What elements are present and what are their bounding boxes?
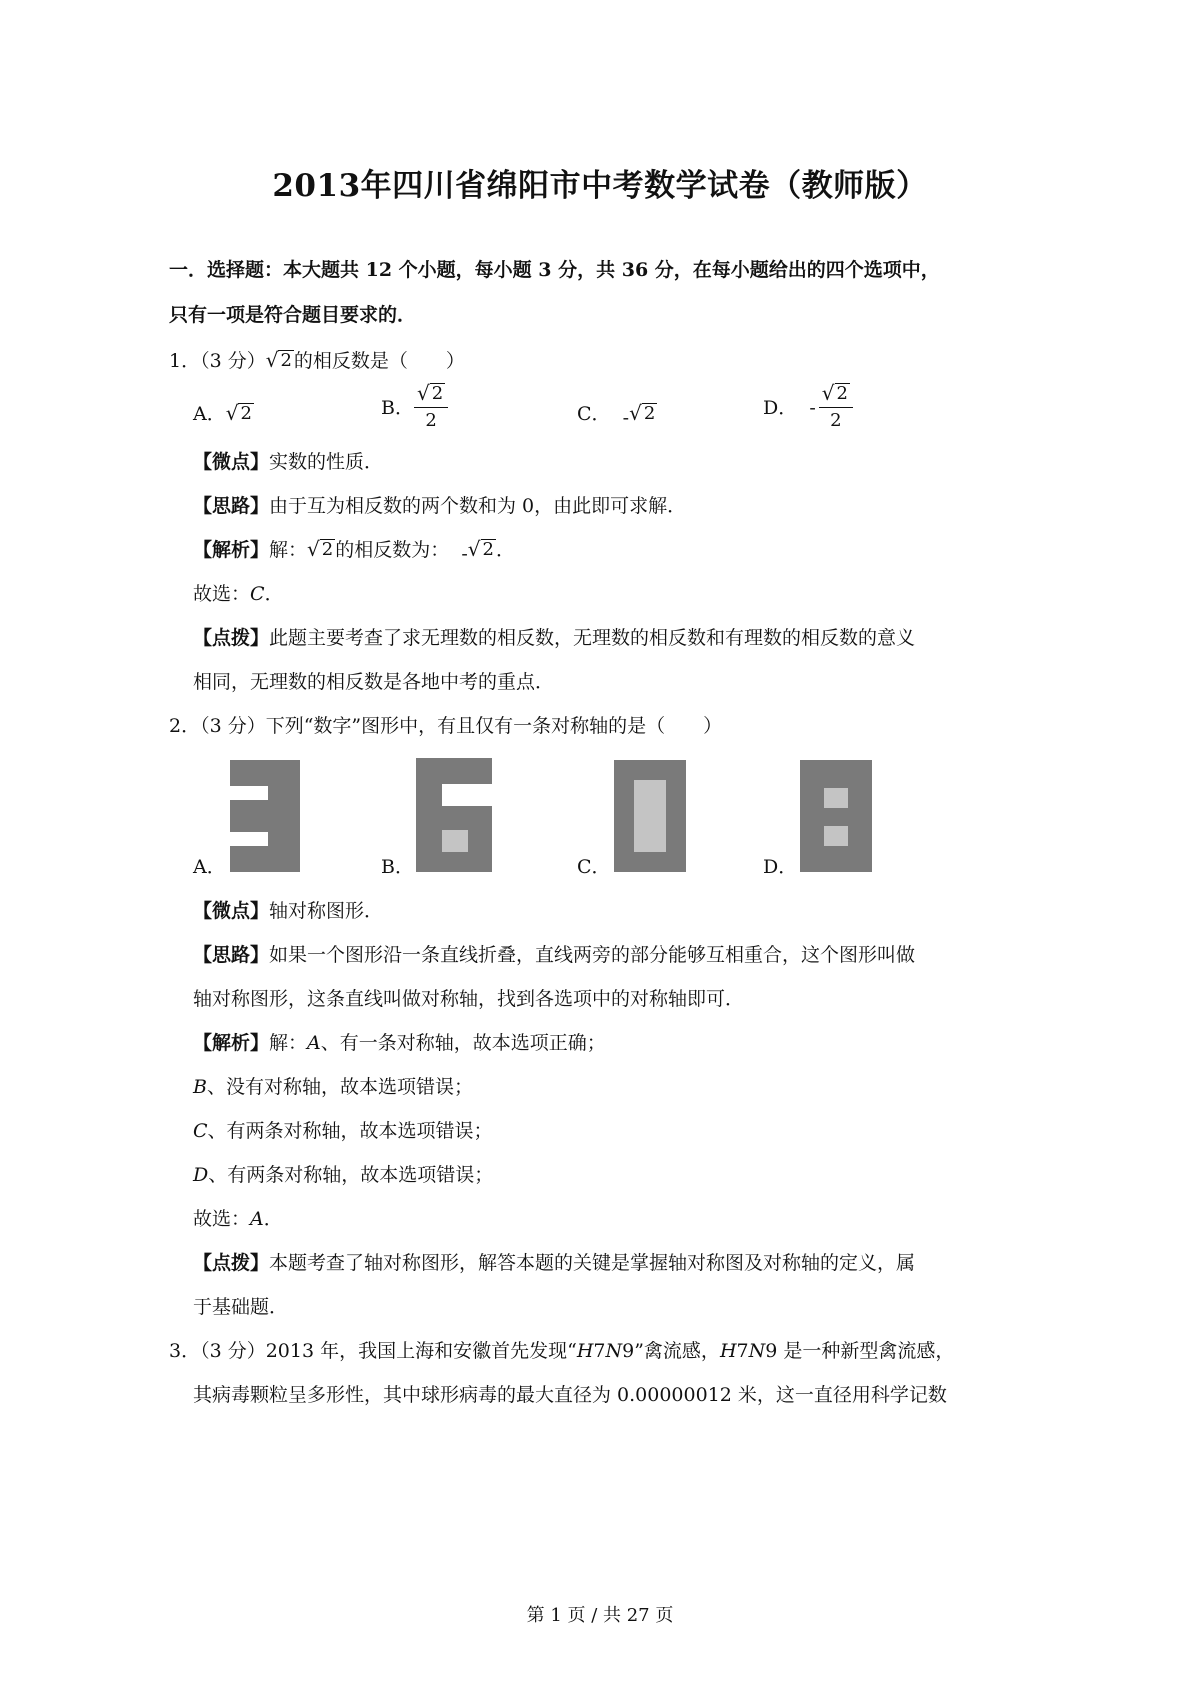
- dianbo-text: 本题考查了轴对称图形，解答本题的关键是掌握轴对称图及对称轴的定义，属: [269, 1252, 916, 1274]
- q2-option-b: B．: [381, 856, 414, 878]
- q3-stem-line2: 其病毒颗粒呈多形性，其中球形病毒的最大直径为 0.00000012 米，这一直径用科学记数: [193, 1384, 947, 1406]
- jiexi-letter-b: B: [193, 1076, 207, 1098]
- sqrt-symbol: √ 2: [416, 381, 444, 405]
- dianbo-text: 此题主要考查了求无理数的相反数，无理数的相反数和有理数的相反数的意义: [269, 627, 916, 649]
- answer-end: ．: [263, 1208, 283, 1230]
- digit-6-hole: [442, 830, 468, 852]
- jiexi-end: ．: [495, 539, 515, 561]
- digit-6-body: [416, 758, 492, 872]
- q1-option-d: [763, 383, 853, 432]
- answer-prefix: 故选：: [193, 583, 251, 605]
- q2-stem: 2．（3 分）下列“数字”图形中，有且仅有一条对称轴的是（ ）: [169, 715, 723, 737]
- jiexi-letter-d: D: [193, 1164, 209, 1186]
- q2-jiexi: [193, 1031, 606, 1055]
- q2-option-d: D．: [763, 856, 798, 878]
- digit-6-notch: [442, 784, 492, 806]
- q1-weidian: [193, 450, 383, 474]
- option-d-label: D．: [763, 396, 798, 419]
- sqrt-symbol: √ 2: [467, 537, 494, 561]
- answer-end: ．: [264, 583, 284, 605]
- q1-jiexi: [193, 537, 515, 565]
- q2-dianbo-line2: 于基础题．: [193, 1296, 289, 1318]
- q3-stem-line1: [169, 1339, 954, 1363]
- digit-3-body: [230, 760, 300, 872]
- minus-sign: -: [622, 407, 630, 429]
- q3-h2: H: [719, 1340, 737, 1362]
- fraction-denominator: 2: [425, 410, 437, 431]
- answer-letter: A: [250, 1208, 264, 1230]
- q2-jiexi-b: [193, 1075, 473, 1099]
- radicand: 2: [836, 383, 848, 404]
- jiexi-d-text: 、有两条对称轴，故本选项错误；: [208, 1164, 494, 1186]
- q3-seven2: 7: [736, 1340, 749, 1362]
- jiexi-c-text: 、有两条对称轴，故本选项错误；: [207, 1120, 493, 1142]
- jiexi-b-text: 、没有对称轴，故本选项错误；: [206, 1076, 473, 1098]
- q1-stem: [169, 349, 465, 373]
- option-c-label: C．: [577, 403, 611, 425]
- radicand: 2: [321, 539, 334, 560]
- sqrt-symbol: √ 2: [225, 401, 252, 425]
- q1-option-c: [577, 401, 657, 429]
- sqrt-symbol: √ 2: [307, 537, 334, 561]
- q1-silu: [193, 494, 686, 518]
- minus-sign: -: [809, 396, 816, 419]
- tag-dianbo: 【点拨】: [193, 627, 270, 649]
- fraction: [819, 383, 853, 432]
- fraction: [414, 383, 448, 432]
- q3-seven: 7: [593, 1340, 606, 1362]
- tag-jiexi: 【解析】: [193, 1032, 270, 1054]
- tag-weidian: 【微点】: [193, 451, 270, 473]
- digit-6-figure: [416, 758, 492, 872]
- q1-option-a: [193, 402, 254, 426]
- digit-0-hole: [634, 780, 666, 852]
- tag-silu: 【思路】: [193, 944, 270, 966]
- answer-prefix: 故选：: [193, 1208, 251, 1230]
- q2-option-a: A．: [193, 856, 226, 878]
- digit-0-figure: [614, 760, 686, 872]
- digit-3-gap-top: [230, 786, 268, 800]
- tag-weidian: 【微点】: [193, 900, 270, 922]
- q1-radicand: 2: [280, 350, 292, 371]
- weidian-text: 轴对称图形．: [269, 900, 384, 922]
- sqrt-symbol: √ 2: [265, 348, 292, 372]
- digit-8-body: [800, 760, 872, 872]
- radicand: 2: [482, 539, 494, 560]
- q1-dianbo-line2: 相同，无理数的相反数是各地中考的重点．: [193, 671, 555, 693]
- silu-text: 如果一个图形沿一条直线折叠，直线两旁的部分能够互相重合，这个图形叫做: [269, 944, 916, 966]
- q2-silu-line2: 轴对称图形，这条直线叫做对称轴，找到各选项中的对称轴即可．: [193, 988, 745, 1010]
- q3-rest: 9 是一种新型禽流感，: [765, 1340, 955, 1362]
- minus-sign: -: [461, 543, 468, 565]
- q3-nine: 9”禽流感，: [622, 1340, 720, 1362]
- q1-stem-suffix: 的相反数是（ ）: [293, 350, 465, 372]
- jiexi-prefix: 解：: [269, 539, 308, 561]
- tag-silu: 【思路】: [193, 495, 270, 517]
- digit-3-gap-bottom: [230, 832, 268, 846]
- answer-letter: C: [250, 583, 265, 605]
- jiexi-prefix: 解：: [269, 1032, 308, 1054]
- tag-jiexi: 【解析】: [193, 539, 270, 561]
- q2-jiexi-d: [193, 1163, 493, 1187]
- q3-prefix: 3．（3 分）2013 年，我国上海和安徽首先发现“: [169, 1340, 577, 1362]
- digit-8-hole-top: [824, 788, 848, 808]
- digit-3-figure: [230, 760, 300, 872]
- page-footer: 第 1 页 / 共 27 页: [526, 1605, 674, 1626]
- tag-dianbo: 【点拨】: [193, 1252, 270, 1274]
- sqrt-symbol: √ 2: [629, 401, 656, 425]
- q3-n2: N: [748, 1340, 766, 1362]
- q1-dianbo-line1: [193, 626, 915, 650]
- jiexi-middle: 的相反数为：: [335, 539, 450, 561]
- q2-answer: [193, 1207, 283, 1231]
- jiexi-letter-c: C: [193, 1120, 208, 1142]
- radicand: 2: [240, 403, 252, 424]
- option-b-label: B．: [381, 396, 414, 419]
- sqrt-symbol: √ 2: [821, 381, 848, 405]
- silu-text: 由于互为相反数的两个数和为 0，由此即可求解．: [269, 495, 687, 517]
- q2-option-c: C．: [577, 856, 611, 878]
- option-a-label: A．: [193, 403, 226, 425]
- jiexi-a-text: 、有一条对称轴，故本选项正确；: [320, 1032, 606, 1054]
- q1-answer: [193, 582, 284, 606]
- q1-option-b: [381, 383, 448, 432]
- radicand: 2: [431, 383, 444, 404]
- digit-8-hole-bottom: [824, 826, 848, 846]
- q2-dianbo-line1: [193, 1251, 915, 1275]
- q2-silu-line1: [193, 943, 915, 967]
- radicand: 2: [643, 403, 656, 424]
- q2-jiexi-c: [193, 1119, 493, 1143]
- q2-weidian: [193, 899, 383, 923]
- q3-n: N: [605, 1340, 623, 1362]
- jiexi-letter-a: A: [307, 1032, 321, 1054]
- q3-h: H: [576, 1340, 594, 1362]
- fraction-denominator: 2: [830, 410, 842, 431]
- section-heading-line1: 一．选择题：本大题共 12 个小题，每小题 3 分，共 36 分，在每小题给出的四个选项中，: [169, 259, 940, 281]
- section-heading-line2: 只有一项是符合题目要求的．: [169, 304, 417, 326]
- page-title: 2013年四川省绵阳市中考数学试卷（教师版）: [272, 168, 928, 204]
- digit-8-figure: [800, 760, 872, 872]
- q1-stem-prefix: 1．（3 分）: [169, 350, 266, 372]
- weidian-text: 实数的性质．: [269, 451, 384, 473]
